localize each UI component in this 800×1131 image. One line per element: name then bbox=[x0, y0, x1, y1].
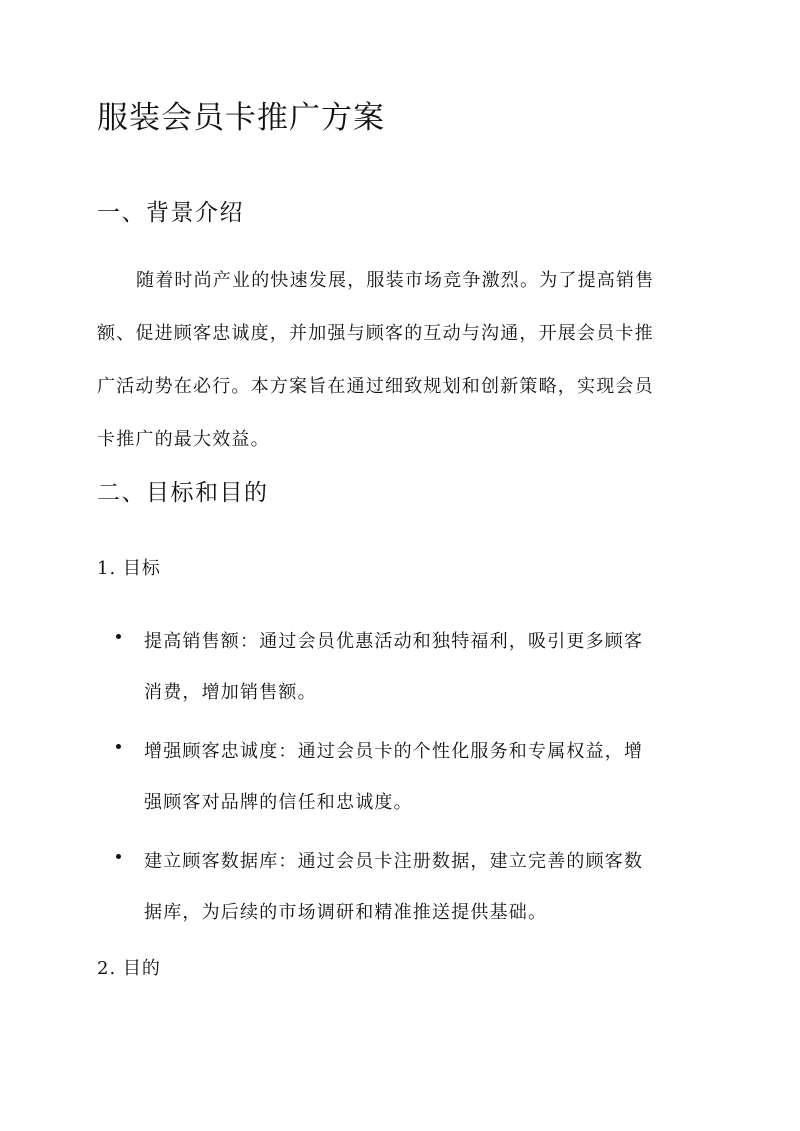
bullet-text bbox=[144, 616, 643, 718]
bullet-line: 增强顾客忠诚度：通过会员卡的个性化服务和专属权益，增 bbox=[144, 741, 644, 762]
paragraph-line: 卡推广的最大效益。 bbox=[97, 429, 270, 450]
bullet-dot-icon bbox=[116, 634, 121, 639]
bullet-line: 据库，为后续的市场调研和精准推送提供基础。 bbox=[144, 902, 548, 923]
bullet-dot-icon bbox=[116, 744, 121, 749]
section-heading-background: 一、背景介绍 bbox=[97, 200, 244, 226]
subsection-heading-purposes: 2. 目的 bbox=[97, 958, 161, 979]
bullet-text bbox=[144, 836, 643, 938]
bullet-line: 建立顾客数据库：通过会员卡注册数据，建立完善的顾客数 bbox=[144, 851, 644, 872]
section-heading-goals: 二、目标和目的 bbox=[97, 480, 269, 506]
paragraph-line: 额、促进顾客忠诚度，并加强与顾客的互动与沟通，开展会员卡推 bbox=[97, 323, 654, 344]
bullet-line: 消费，增加销售额。 bbox=[144, 682, 317, 703]
paragraph-line: 广活动势在必行。本方案旨在通过细致规划和创新策略，实现会员 bbox=[97, 376, 654, 397]
bullet-line: 提高销售额：通过会员优惠活动和独特福利，吸引更多顾客 bbox=[144, 631, 644, 652]
paragraph-line: 随着时尚产业的快速发展，服装市场竞争激烈。为了提高销售 bbox=[136, 270, 655, 291]
bullet-dot-icon bbox=[116, 854, 121, 859]
subsection-heading-targets: 1. 目标 bbox=[97, 558, 161, 579]
document-title: 服装会员卡推广方案 bbox=[97, 100, 385, 136]
bullet-text bbox=[144, 726, 643, 828]
bullet-line: 强顾客对品牌的信任和忠诚度。 bbox=[144, 792, 413, 813]
background-paragraph bbox=[97, 262, 702, 458]
